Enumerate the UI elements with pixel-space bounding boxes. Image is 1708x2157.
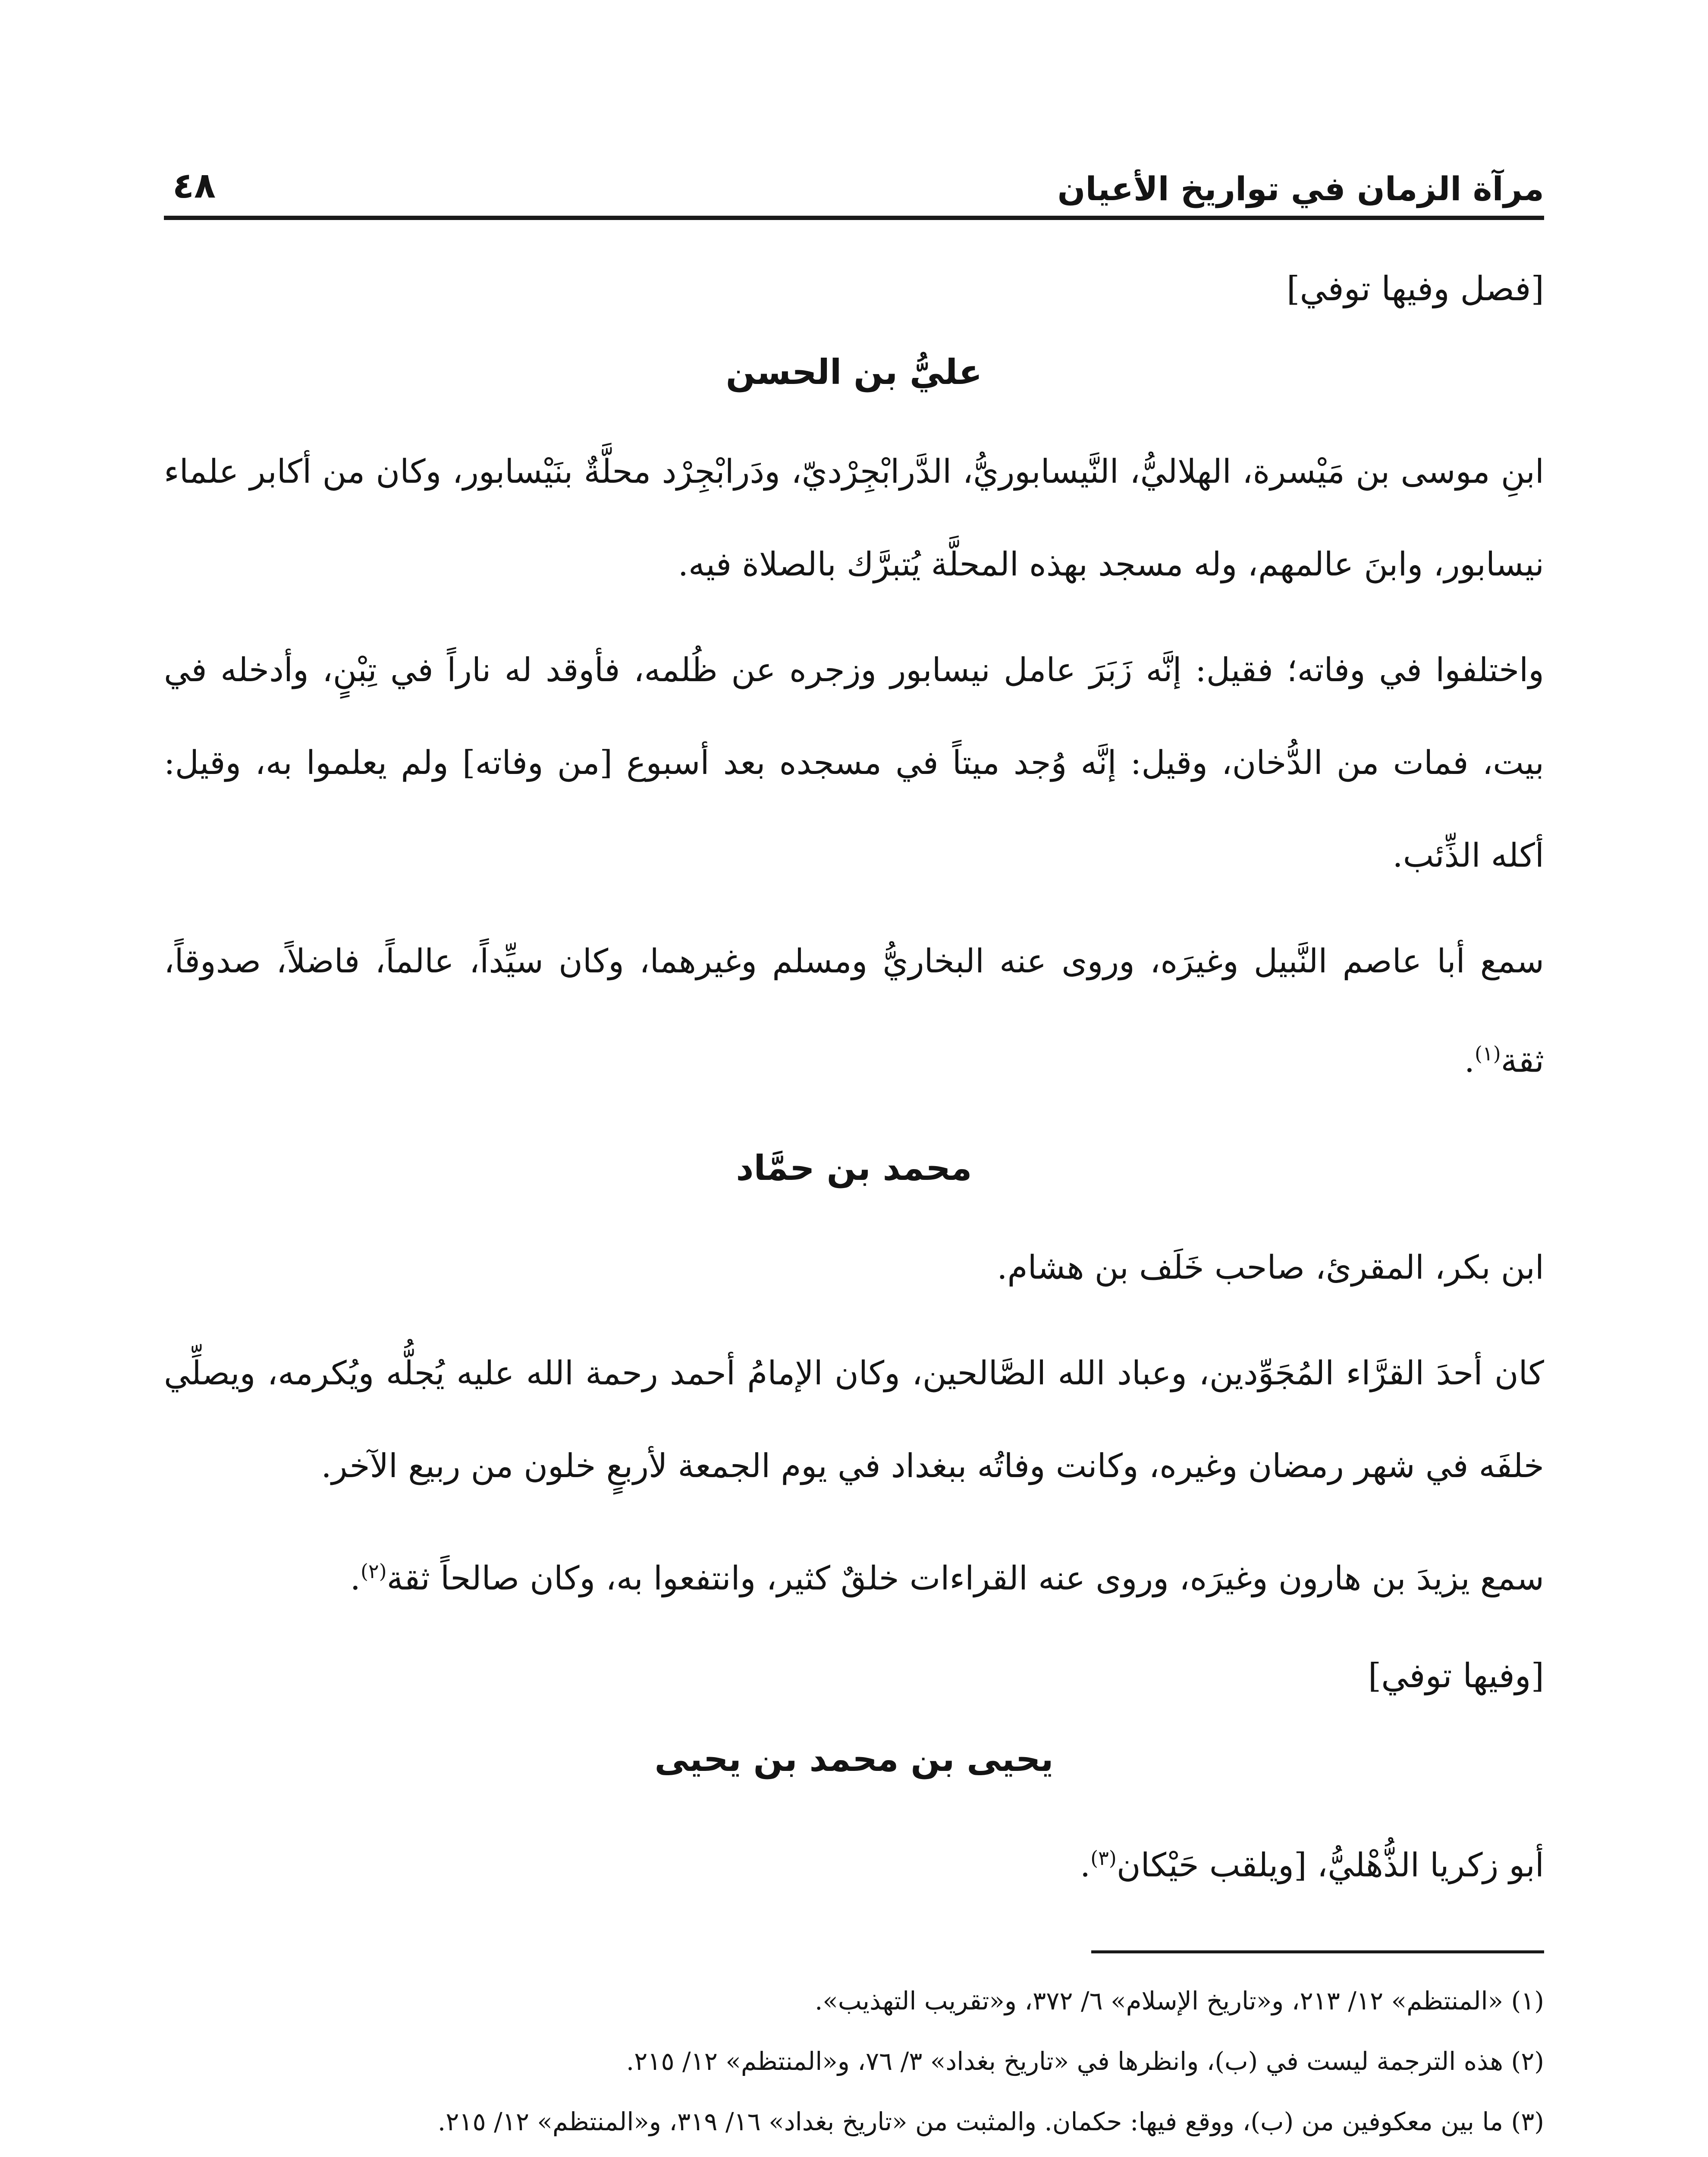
paragraph: ابن بكر، المقرئ، صاحب خَلَف بن هشام. bbox=[997, 1248, 1544, 1286]
footnote-reference: (٣) bbox=[1090, 1846, 1117, 1870]
paragraph bbox=[164, 915, 1544, 1107]
section-heading-deaths: [وفيها توفي] bbox=[1368, 1657, 1544, 1696]
entry-title-ali-ibn-al-hasan: عليُّ بن الحسن bbox=[725, 352, 983, 393]
running-title: مرآة الزمان في تواريخ الأعيان bbox=[1057, 170, 1544, 208]
paragraph-text: سمع أبا عاصم النَّبيل وغيرَه، وروى عنه البخاريُّ ومسلم وغيرهما، وكان سيِّداً، عالماً، فاضلاً، صدوقاً، ثقة bbox=[164, 942, 1544, 1080]
paragraph: كان أحدَ القرَّاء المُجَوِّدين، وعباد الله الصَّالحين، وكان الإمامُ أحمد رحمة الله عليه يُجلُّه ويُكرمه، ويصلِّي خلفَه في شهر رمضان وغيره، وكانت وفاتُه ببغداد في يوم الجمعة لأربعٍ خلون من ربيع الآخر. bbox=[164, 1353, 1544, 1485]
footnote: (٣) ما بين معكوفين من (ب)، ووقع فيها: حكمان. والمثبت من «تاريخ بغداد» ١٦/ ٣١٩، و«المنتظم» ١٢/ ٢١٥. bbox=[437, 2107, 1544, 2136]
paragraph-end: . bbox=[350, 1559, 361, 1597]
footnotes bbox=[164, 1971, 1544, 2152]
footnote: (٢) هذه الترجمة ليست في (ب)، وانظرها في «تاريخ بغداد» ٣/ ٧٦، و«المنتظم» ١٢/ ٢١٥. bbox=[626, 2046, 1544, 2076]
paragraph-end: . bbox=[1080, 1846, 1091, 1884]
entry-title-yahya-ibn-muhammad: يحيى بن محمد بن يحيى bbox=[654, 1739, 1054, 1780]
page-number: ٤٨ bbox=[173, 165, 216, 206]
paragraph: واختلفوا في وفاته؛ فقيل: إنَّه زَبَرَ عامل نيسابور وزجره عن ظُلمه، فأوقد له ناراً في تِبْنٍ، وأدخله في بيت، فمات من الدُّخان، وقيل: إنَّه وُجد ميتاً في مسجده بعد أسبوع [من وفاته] ولم يعلموا به، وقيل: أكله الذِّئب. bbox=[164, 651, 1545, 875]
footnote-divider bbox=[1091, 1950, 1544, 1953]
paragraph bbox=[164, 1525, 1544, 1624]
paragraph: ابنِ موسى بن مَيْسرة، الهلاليُّ، النَّيسابوريُّ، الدَّرابْجِرْديّ، ودَرابْجِرْد محلَّةٌ بنَيْسابور، وكان من أكابر علماء نيسابور، وابنَ عالمهم، وله مسجد بهذه المحلَّة يُتبرَّك بالصلاة فيه. bbox=[164, 452, 1544, 584]
section-heading-chapter: [فصل وفيها توفي] bbox=[1287, 270, 1544, 308]
footnote-reference: (١) bbox=[1475, 1042, 1501, 1066]
page-header bbox=[164, 129, 1544, 220]
entry-title-muhammad-ibn-hammad: محمد بن حمَّاد bbox=[736, 1148, 972, 1188]
footnote: (١) «المنتظم» ١٢/ ٢١٣، و«تاريخ الإسلام» ٦/ ٣٧٢، و«تقريب التهذيب». bbox=[814, 1986, 1544, 2016]
paragraph bbox=[164, 1812, 1544, 1911]
paragraph-text: سمع يزيدَ بن هارون وغيرَه، وروى عنه القراءات خلقٌ كثير، وانتفعوا به، وكان صالحاً ثقة bbox=[386, 1559, 1544, 1597]
paragraph-end: . bbox=[1464, 1041, 1475, 1080]
paragraph-text: أبو زكريا الذُّهْليُّ، [ويلقب حَيْكان bbox=[1116, 1846, 1544, 1884]
book-page bbox=[164, 129, 1544, 2152]
footnote-reference: (٢) bbox=[360, 1559, 387, 1583]
